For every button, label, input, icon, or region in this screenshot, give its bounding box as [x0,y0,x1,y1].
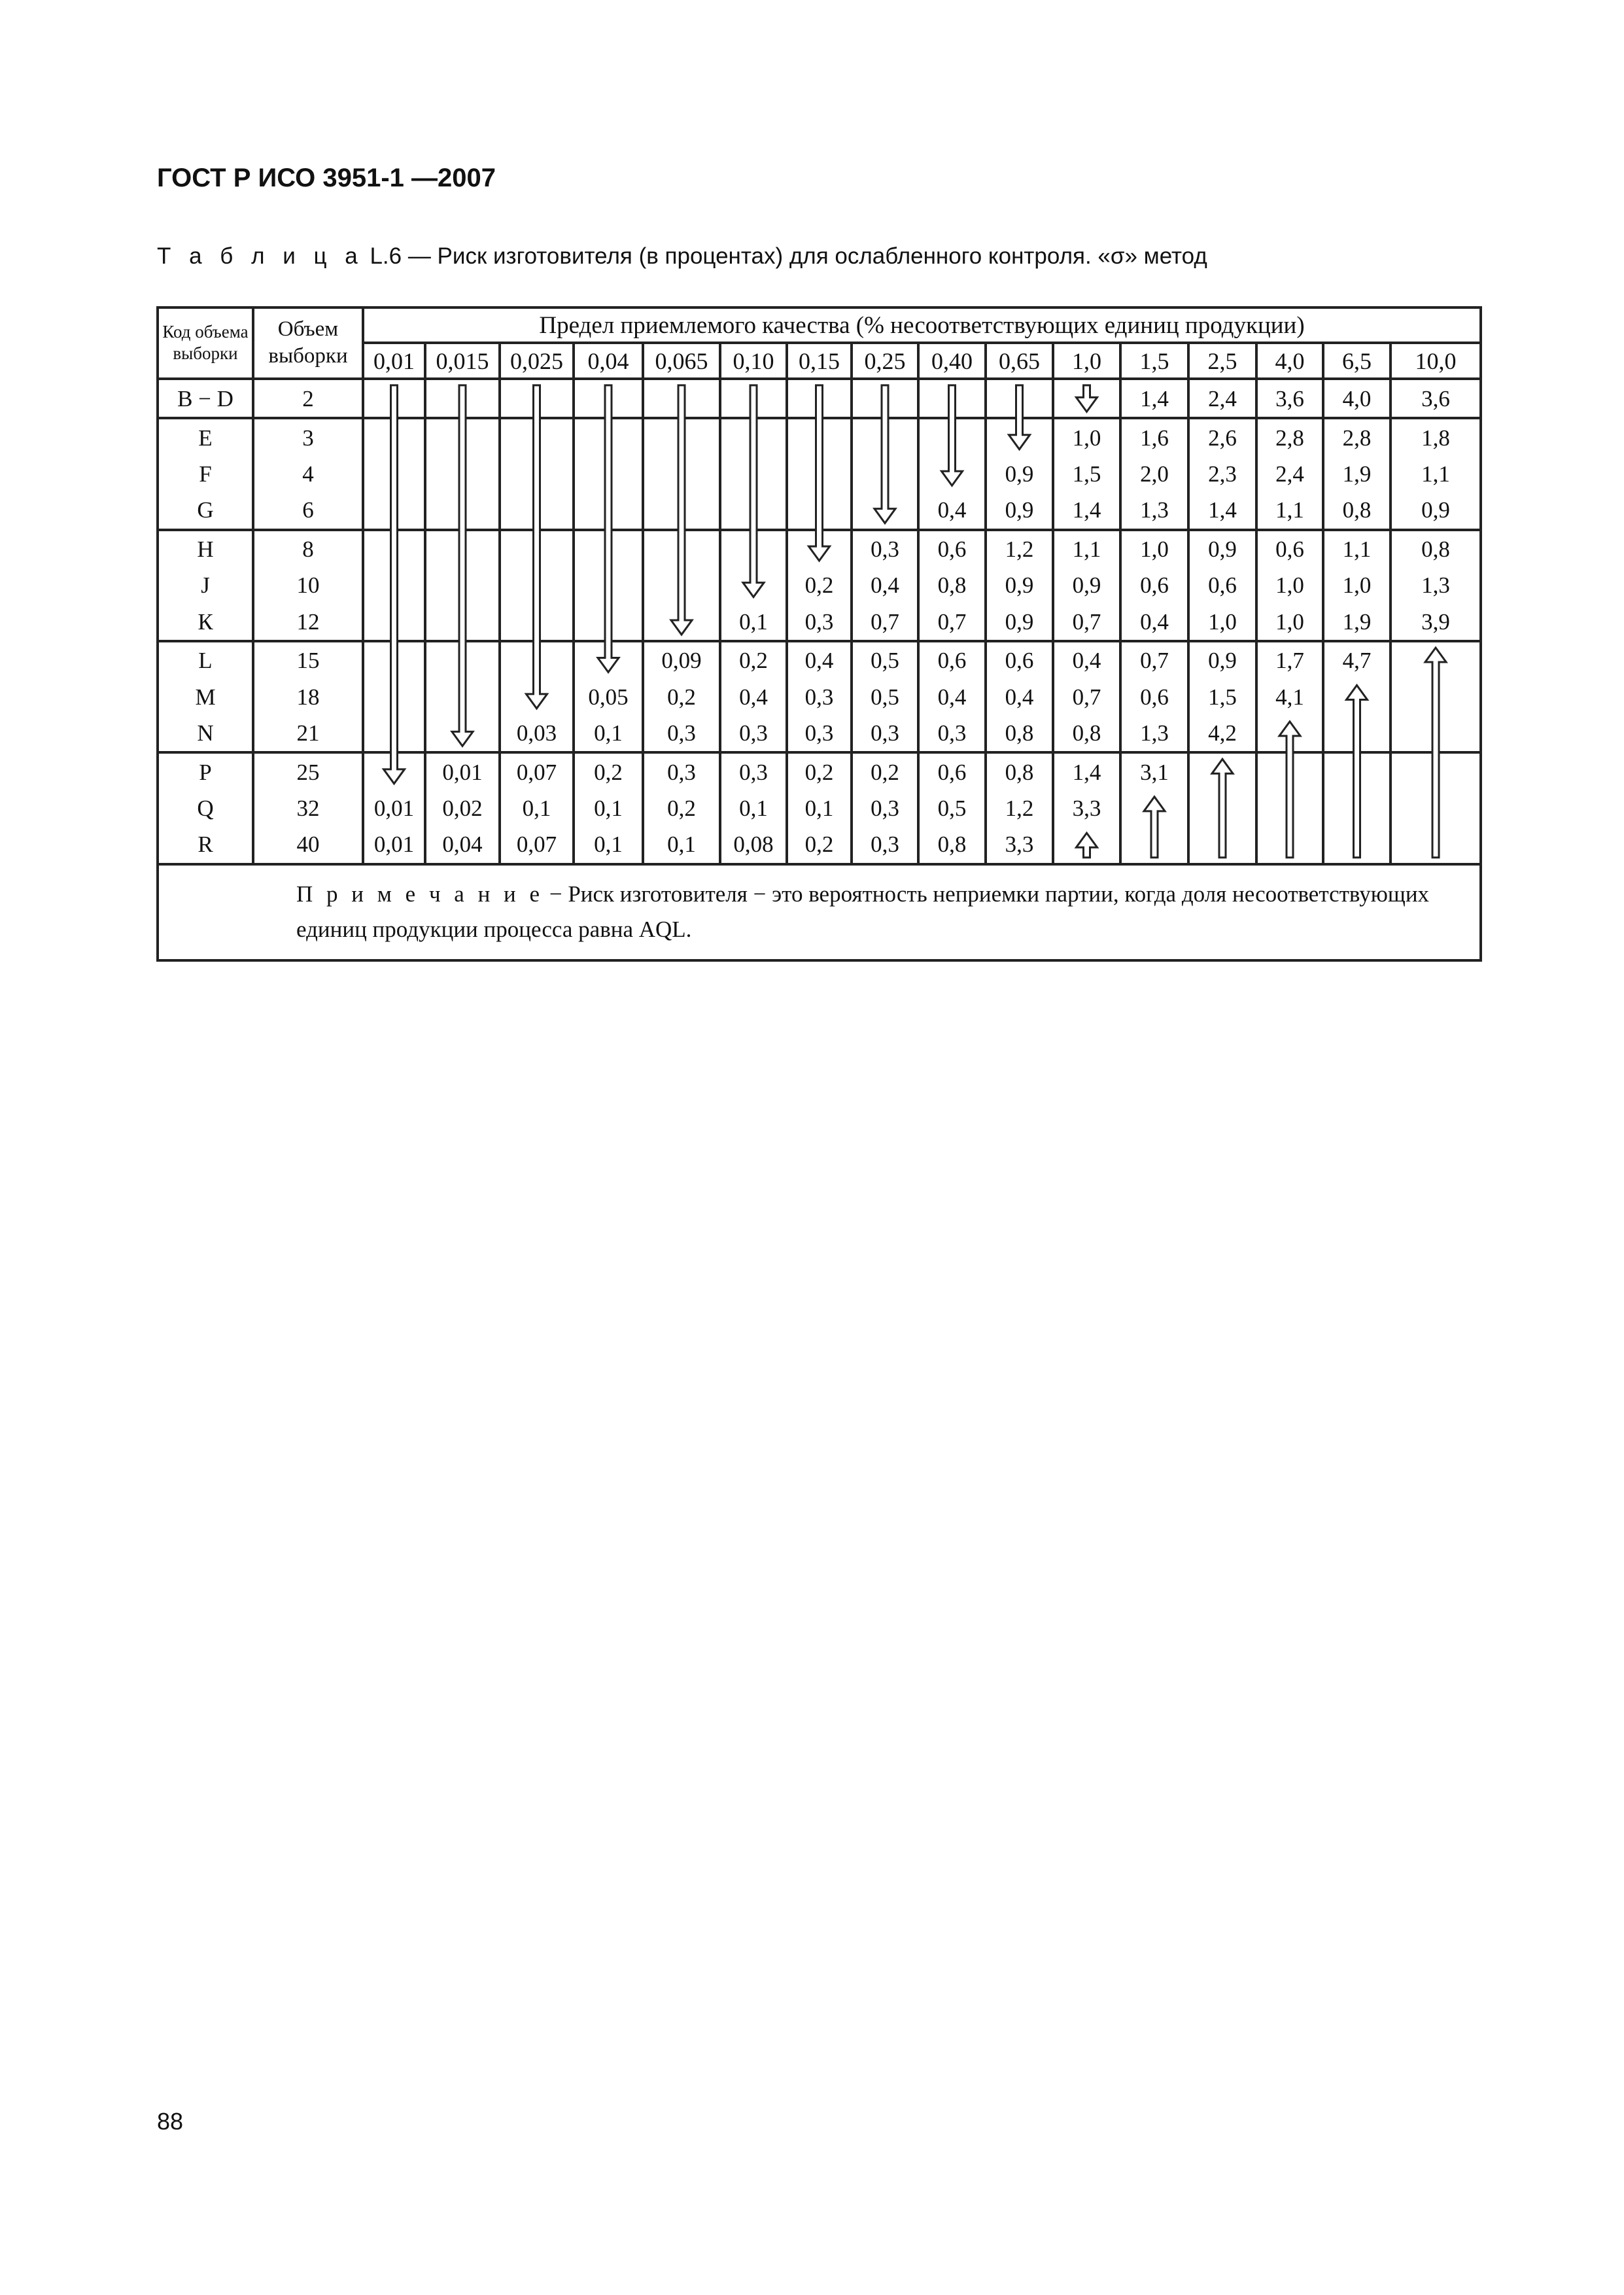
risk-value: 0,8 [1053,715,1120,752]
risk-value: 1,9 [1323,456,1391,492]
aql-column-header: 1,5 [1120,343,1188,378]
table-row [158,418,1481,455]
risk-value [425,567,500,603]
risk-value [574,530,643,567]
risk-value: 0,6 [1188,567,1256,603]
risk-value [852,418,918,455]
risk-value: 0,2 [643,790,720,826]
risk-value [720,379,787,418]
risk-value: 0,07 [500,826,574,864]
risk-value: 0,01 [363,826,425,864]
table-row [158,530,1481,567]
sample-code: Q [158,790,253,826]
risk-value [852,456,918,492]
risk-value [363,641,425,678]
risk-value [363,604,425,641]
risk-value: 0,3 [852,715,918,752]
risk-value [1256,715,1323,752]
risk-value: 1,0 [1323,567,1391,603]
risk-value: 1,5 [1188,678,1256,714]
risk-value: 1,4 [1053,492,1120,529]
risk-value: 4,1 [1256,678,1323,714]
risk-value: 2,3 [1188,456,1256,492]
risk-value: 0,2 [852,752,918,790]
sample-code: К [158,604,253,641]
risk-value [643,418,720,455]
risk-value [425,456,500,492]
aql-column-header: 4,0 [1256,343,1323,378]
aql-column-header: 0,10 [720,343,787,378]
risk-value [643,567,720,603]
risk-value [500,678,574,714]
risk-value [363,379,425,418]
risk-value: 2,6 [1188,418,1256,455]
risk-value: 0,2 [574,752,643,790]
risk-value [1391,826,1481,864]
risk-value: 0,4 [1120,604,1188,641]
producer-risk-table [156,306,1482,962]
page-number: 88 [157,2108,184,2135]
table-row [158,790,1481,826]
risk-value: 0,5 [918,790,986,826]
risk-value: 0,3 [787,715,852,752]
risk-value: 3,3 [1053,790,1120,826]
risk-value: 0,8 [986,752,1053,790]
risk-value [1120,790,1188,826]
risk-value: 0,9 [1053,567,1120,603]
risk-value [1391,715,1481,752]
risk-value [1188,752,1256,790]
risk-value: 3,1 [1120,752,1188,790]
risk-value [1188,826,1256,864]
table-row [158,567,1481,603]
risk-value: 2,8 [1256,418,1323,455]
risk-value: 0,1 [574,826,643,864]
risk-value [1391,752,1481,790]
risk-value: 1,4 [1053,752,1120,790]
risk-value: 1,3 [1391,567,1481,603]
risk-value [425,492,500,529]
note-text: − Риск изготовителя − это вероятность неприемки партии, когда доля несоответствующих единиц продукции процесса равна AQL. [296,881,1430,943]
risk-value [643,604,720,641]
risk-value: 0,4 [986,678,1053,714]
risk-value: 0,1 [574,715,643,752]
risk-value: 0,3 [720,752,787,790]
risk-value [918,379,986,418]
risk-value: 0,7 [1120,641,1188,678]
risk-value: 0,9 [986,604,1053,641]
aql-column-header: 2,5 [1188,343,1256,378]
sample-code: M [158,678,253,714]
risk-value: 0,9 [1188,641,1256,678]
risk-value [1323,826,1391,864]
risk-value [720,530,787,567]
risk-value: 0,1 [720,790,787,826]
table-row [158,752,1481,790]
risk-value [643,492,720,529]
risk-value [787,379,852,418]
sample-size: 32 [253,790,363,826]
risk-value: 0,4 [918,492,986,529]
sample-code: L [158,641,253,678]
risk-value [363,530,425,567]
sample-size: 25 [253,752,363,790]
sample-size: 40 [253,826,363,864]
risk-value: 0,3 [852,530,918,567]
risk-value: 0,3 [643,715,720,752]
risk-value [1323,752,1391,790]
risk-value: 0,3 [852,790,918,826]
risk-value: 0,05 [574,678,643,714]
table-row [158,604,1481,641]
risk-value: 0,5 [852,678,918,714]
risk-value: 0,09 [643,641,720,678]
aql-column-header: 0,04 [574,343,643,378]
table-row [158,641,1481,678]
risk-value [500,530,574,567]
risk-value [500,418,574,455]
table-row [158,715,1481,752]
risk-value [363,715,425,752]
risk-value: 1,7 [1256,641,1323,678]
header-row [158,307,1481,343]
risk-value: 3,3 [986,826,1053,864]
risk-value: 1,0 [1120,530,1188,567]
risk-value [425,715,500,752]
risk-value [643,379,720,418]
sample-code: F [158,456,253,492]
risk-value: 1,3 [1120,715,1188,752]
risk-value: 0,6 [918,530,986,567]
caption-label: Т а б л и ц а [157,243,364,269]
risk-value [720,456,787,492]
risk-value [500,456,574,492]
risk-value [852,379,918,418]
risk-value: 2,4 [1188,379,1256,418]
aql-column-header: 0,40 [918,343,986,378]
risk-value [500,379,574,418]
risk-value [363,752,425,790]
sample-code: P [158,752,253,790]
sample-code: H [158,530,253,567]
risk-value: 1,0 [1188,604,1256,641]
table-caption [157,243,1207,270]
risk-value: 0,8 [1323,492,1391,529]
aql-column-header: 0,65 [986,343,1053,378]
risk-value: 0,3 [720,715,787,752]
risk-value [425,678,500,714]
risk-value: 0,8 [1391,530,1481,567]
risk-value: 0,2 [720,641,787,678]
risk-value: 0,4 [918,678,986,714]
aql-column-header: 0,15 [787,343,852,378]
risk-value [787,456,852,492]
risk-value: 2,4 [1256,456,1323,492]
risk-value: 1,0 [1256,567,1323,603]
risk-value [500,492,574,529]
risk-value [425,604,500,641]
sample-size: 18 [253,678,363,714]
risk-value: 0,9 [986,492,1053,529]
code-column-header: Код объема выборки [158,307,253,379]
risk-value: 0,9 [1391,492,1481,529]
risk-value: 1,4 [1120,379,1188,418]
risk-value [425,530,500,567]
risk-value: 1,1 [1053,530,1120,567]
risk-value: 1,3 [1120,492,1188,529]
risk-value: 0,01 [425,752,500,790]
risk-value: 0,2 [787,752,852,790]
risk-value: 1,5 [1053,456,1120,492]
risk-value: 0,6 [986,641,1053,678]
aql-title: Предел приемлемого качества (% несоответствующих единиц продукции) [363,307,1481,343]
risk-value [1391,678,1481,714]
risk-value: 0,6 [1120,567,1188,603]
risk-value: 1,9 [1323,604,1391,641]
aql-column-header: 0,025 [500,343,574,378]
table-row [158,492,1481,529]
risk-value: 0,8 [918,826,986,864]
risk-value [1391,790,1481,826]
risk-value [787,492,852,529]
risk-value: 0,2 [787,567,852,603]
aql-column-header: 0,015 [425,343,500,378]
sample-code: J [158,567,253,603]
risk-value [918,456,986,492]
risk-value [1391,641,1481,678]
aql-column-header: 0,01 [363,343,425,378]
risk-value: 0,03 [500,715,574,752]
risk-value: 1,2 [986,530,1053,567]
sample-size: 4 [253,456,363,492]
risk-value: 0,1 [787,790,852,826]
sample-size: 12 [253,604,363,641]
risk-value [363,418,425,455]
risk-value: 1,0 [1053,418,1120,455]
aql-column-header: 0,25 [852,343,918,378]
risk-value: 3,9 [1391,604,1481,641]
risk-value: 1,6 [1120,418,1188,455]
aql-column-header: 1,0 [1053,343,1120,378]
risk-value [852,492,918,529]
risk-value [1053,379,1120,418]
risk-value: 1,1 [1256,492,1323,529]
risk-value [643,530,720,567]
risk-value: 0,5 [852,641,918,678]
risk-value: 0,3 [643,752,720,790]
size-column-header: Объем выборки [253,307,363,379]
risk-value: 0,02 [425,790,500,826]
sample-size: 6 [253,492,363,529]
risk-value [986,379,1053,418]
risk-value: 0,9 [1188,530,1256,567]
aql-column-header: 10,0 [1391,343,1481,378]
risk-value: 0,6 [1120,678,1188,714]
risk-value: 0,4 [1053,641,1120,678]
risk-value: 2,8 [1323,418,1391,455]
risk-value: 1,1 [1391,456,1481,492]
sample-size: 15 [253,641,363,678]
risk-value [574,418,643,455]
risk-value [720,418,787,455]
caption-text: L.6 — Риск изготовителя (в процентах) для ослабленного контроля. «σ» метод [363,243,1207,269]
sample-size: 3 [253,418,363,455]
risk-value: 0,6 [918,752,986,790]
sample-code: E [158,418,253,455]
sample-size: 21 [253,715,363,752]
risk-value [1256,790,1323,826]
aql-column-header: 6,5 [1323,343,1391,378]
risk-value [363,456,425,492]
risk-value: 3,6 [1391,379,1481,418]
note-row [158,864,1481,960]
risk-value: 0,4 [852,567,918,603]
risk-value: 0,3 [787,604,852,641]
risk-value [720,492,787,529]
risk-value [500,641,574,678]
risk-value: 0,7 [918,604,986,641]
sample-code: N [158,715,253,752]
risk-value: 0,2 [787,826,852,864]
risk-value [574,456,643,492]
risk-value [1053,826,1120,864]
risk-value: 0,4 [720,678,787,714]
risk-value [425,379,500,418]
risk-value [1323,790,1391,826]
risk-value: 0,04 [425,826,500,864]
risk-value: 0,3 [852,826,918,864]
risk-value [425,418,500,455]
risk-value: 4,2 [1188,715,1256,752]
risk-value [574,641,643,678]
risk-value: 0,08 [720,826,787,864]
risk-value: 0,07 [500,752,574,790]
note-label: П р и м е ч а н и е [296,881,544,907]
risk-value [643,456,720,492]
risk-value [574,379,643,418]
risk-value: 0,8 [986,715,1053,752]
sample-size: 10 [253,567,363,603]
risk-value: 1,4 [1188,492,1256,529]
sample-size: 8 [253,530,363,567]
risk-value [787,530,852,567]
risk-value [574,567,643,603]
table-row [158,379,1481,418]
risk-value [1188,790,1256,826]
sample-code: G [158,492,253,529]
risk-value [500,567,574,603]
risk-value: 1,0 [1256,604,1323,641]
risk-value: 0,7 [1053,604,1120,641]
sample-code: B − D [158,379,253,418]
risk-value [363,492,425,529]
risk-value: 0,9 [986,456,1053,492]
risk-value [1323,715,1391,752]
risk-value: 0,1 [574,790,643,826]
risk-value: 0,7 [1053,678,1120,714]
risk-value: 0,9 [986,567,1053,603]
document-header: ГОСТ Р ИСО 3951-1 —2007 [157,164,496,192]
risk-value: 0,7 [852,604,918,641]
risk-value: 1,1 [1323,530,1391,567]
risk-value [918,418,986,455]
risk-value: 3,6 [1256,379,1323,418]
risk-value: 0,4 [787,641,852,678]
sample-size: 2 [253,379,363,418]
risk-value: 0,6 [918,641,986,678]
risk-value [363,678,425,714]
risk-value [1323,678,1391,714]
risk-value: 0,1 [500,790,574,826]
risk-value: 4,0 [1323,379,1391,418]
sample-code: R [158,826,253,864]
table-note [158,864,1481,960]
risk-value [720,567,787,603]
table-row [158,456,1481,492]
risk-value: 0,6 [1256,530,1323,567]
aql-column-header: 0,065 [643,343,720,378]
risk-value [1120,826,1188,864]
risk-value: 0,1 [643,826,720,864]
risk-value: 0,3 [918,715,986,752]
risk-value [574,492,643,529]
risk-value: 0,2 [643,678,720,714]
risk-value [425,641,500,678]
table-row [158,826,1481,864]
risk-value: 0,8 [918,567,986,603]
risk-value: 0,01 [363,790,425,826]
risk-value [574,604,643,641]
risk-value [787,418,852,455]
risk-value: 0,1 [720,604,787,641]
risk-value [986,418,1053,455]
risk-value: 0,3 [787,678,852,714]
table-row [158,678,1481,714]
risk-value [1256,752,1323,790]
risk-value: 4,7 [1323,641,1391,678]
risk-value [500,604,574,641]
risk-value [363,567,425,603]
risk-value: 1,2 [986,790,1053,826]
risk-value: 2,0 [1120,456,1188,492]
risk-value [1256,826,1323,864]
risk-value: 1,8 [1391,418,1481,455]
